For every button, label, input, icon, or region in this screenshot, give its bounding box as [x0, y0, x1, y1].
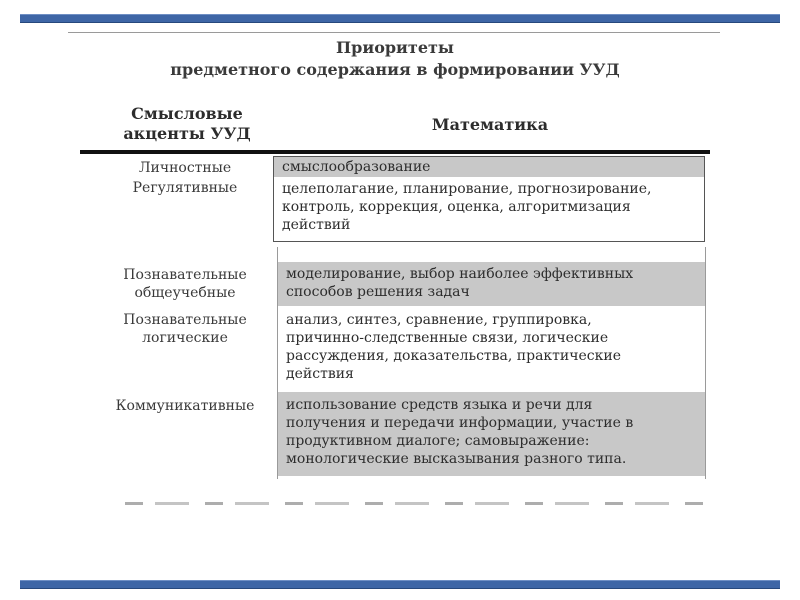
row-content-regulatory-line2: контроль, коррекция, оценка, алгоритмизация — [282, 199, 631, 215]
bottom-accent-bar — [20, 580, 780, 589]
cropped-text-fragment — [125, 502, 705, 505]
row-label-cognitive-logical-line2: логические — [142, 330, 228, 346]
row-content-personal-line1: смыслообразование — [282, 159, 431, 175]
top-rows-border — [273, 156, 705, 242]
row-content-cognitive-general — [278, 262, 705, 306]
row-label-cognitive-logical-line1: Познавательные — [123, 312, 247, 328]
row-label-cognitive-general — [105, 266, 265, 302]
row-content-cognitive-logical-line4: действия — [286, 366, 354, 382]
row-content-communicative-line2: получения и передачи информации, участие в — [286, 415, 634, 431]
row-content-cognitive-logical-line3: рассуждения, доказательства, практические — [286, 348, 622, 364]
column-header-accents — [92, 104, 282, 144]
row-label-communicative: Коммуникативные — [115, 398, 255, 414]
row-content-communicative-line3: продуктивном диалоге; самовыражение: — [286, 433, 590, 449]
row-content-communicative — [278, 392, 705, 476]
document-top-rule — [68, 32, 720, 33]
lower-right-border — [705, 247, 706, 479]
row-label-regulatory: Регулятивные — [132, 180, 238, 196]
row-label-personal: Личностные — [138, 160, 232, 176]
page-subtitle: предметного содержания в формировании УУД — [170, 60, 620, 79]
column-header-accents-line2: акценты УУД — [123, 124, 251, 143]
row-label-cognitive-logical — [105, 311, 265, 347]
row-content-communicative-line4: монологические высказывания разного типа. — [286, 451, 627, 467]
page-title: Приоритеты — [336, 38, 454, 57]
row-label-cognitive-general-line2: общеучебные — [134, 285, 236, 301]
row-content-cognitive-logical-line2: причинно-следственные связи, логические — [286, 330, 609, 346]
row-content-cognitive-general-line1: моделирование, выбор наиболее эффективных — [286, 266, 634, 282]
column-header-accents-line1: Смысловые — [131, 104, 243, 123]
header-rule — [80, 150, 710, 154]
row-label-cognitive-general-line1: Познавательные — [123, 267, 247, 283]
column-header-math: Математика — [431, 115, 549, 134]
row-content-cognitive-logical-line1: анализ, синтез, сравнение, группировка, — [286, 312, 592, 328]
row-content-communicative-line1: использование средств языка и речи для — [286, 397, 593, 413]
row-content-cognitive-general-line2: способов решения задач — [286, 284, 470, 300]
row-content-regulatory-line1: целеполагание, планирование, прогнозирование, — [282, 181, 652, 197]
row-content-regulatory-line3: действий — [282, 217, 351, 233]
row-content-cognitive-logical — [278, 311, 705, 391]
top-accent-bar — [20, 14, 780, 23]
